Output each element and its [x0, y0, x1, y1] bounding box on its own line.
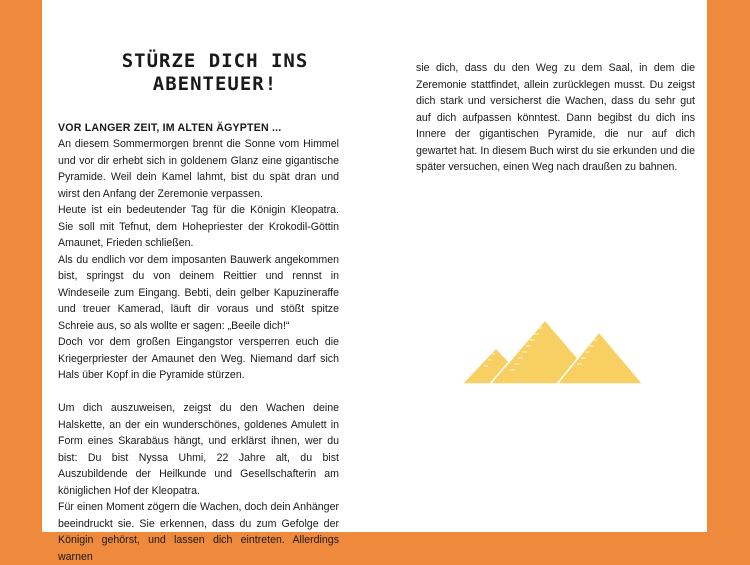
book-spread — [42, 0, 707, 563]
paragraph-gap — [58, 384, 339, 401]
paragraph: Um dich auszuweisen, zeigst du den Wachen deine Halskette, an der ein wunderschönes, goldenes Amulett in Form eines Skarabäus hängt, und erklärst ihnen, wer du bist: Du bist Nyssa Uhmi, 22 Jahre alt, du bist Auszubildende der Heilkunde und Gesellschafterin am königlichen Hof der Kleopatra. — [58, 402, 339, 497]
paragraph: Als du endlich vor dem imposanten Bauwerk angekommen bist, springst du von deinem Reittier und rennst in Windeseile zum Eingang. Bebti, dein gelber Kapuzineraffe und treuer Kamerad, läuft dir voraus und stößt spitze Schreie aus, so als wollte er sagen: „Beeile dich!“ — [58, 253, 339, 332]
paragraph: Doch vor dem großen Eingangstor versperren euch die Kriegerpriester der Amaunet den Weg. Niemand darf sich Hals über Kopf in die Pyramide stürzen. — [58, 336, 339, 381]
paragraph: sie dich, dass du den Weg zu dem Saal, in dem die Zeremonie stattfindet, allein zurücklegen musst. Du zeigst dich stark und versicherst die Wachen, dass du sehr gut auf dich aufpassen könntest. Dann begibst du dich ins Innere der gigantischen Pyramide, die nur auf dich gewartet hat. In diesem Buch wirst du sie erkunden und die später versuchen, einen Weg nach draußen zu bahnen. — [416, 62, 695, 173]
section-heading: VOR LANGER ZEIT, IM ALTEN ÄGYPTEN ... — [58, 122, 282, 134]
chapter-title-line-2: ABENTEUER! — [152, 73, 278, 95]
paragraph: An diesem Sommermorgen brennt die Sonne vom Himmel und vor dir erhebt sich in goldenem Glanz eine gigantische Pyramide. Weil dein Kamel lahmt, bist du spät dran und wirst den Anfang der Zeremonie verpassen. — [58, 138, 339, 200]
left-body-text — [58, 136, 339, 565]
right-body-text — [416, 60, 695, 176]
chapter-title-line-1: STÜRZE DICH INS — [121, 50, 309, 72]
chapter-title — [100, 50, 330, 96]
paragraph: Für einen Moment zögern die Wachen, doch dein Anhänger beeindruckt sie. Sie erkennen, dass du zum Gefolge der Königin gehörst, und lassen dich eintreten. Allerdings warnen — [58, 501, 339, 563]
pyramids-illustration — [462, 318, 647, 388]
paragraph: Heute ist ein bedeutender Tag für die Königin Kleopatra. Sie soll mit Tefnut, dem Hohepriester der Krokodil-Göttin Amaunet, Frieden schließen. — [58, 204, 339, 249]
